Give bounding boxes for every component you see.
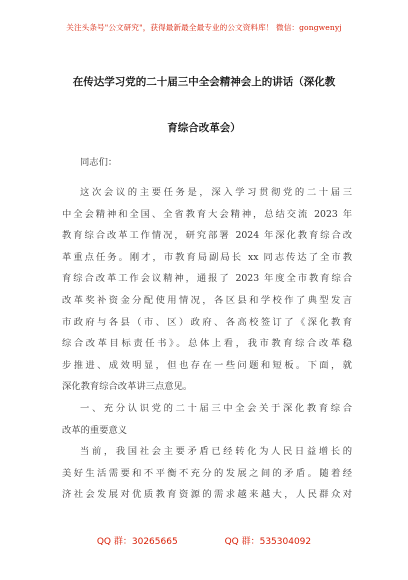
paragraph-2-line: 当前，我国社会主要矛盾已经转化为人民日益增长的: [80, 446, 352, 458]
footer-qq-group-1: QQ 群：30265665: [96, 537, 178, 547]
salutation: 同志们：: [80, 157, 118, 168]
document-title-line-2: 育综合改革会）: [167, 122, 241, 134]
paragraph-2-line: 济社会发展对优质教育资源的需求越来越大，人民群众对: [62, 489, 352, 501]
section-heading-1-line: 一、充分认识党的二十届三中全会关于深化教育综合: [80, 402, 352, 414]
paragraph-1-line: 市政府与各县（市、区）政府、各高校签订了《深化教育: [62, 316, 352, 328]
paragraph-1-line: 综合改革目标责任书》。总体上看，我市教育综合改革稳: [62, 338, 352, 350]
document-title-line-1: 在传达学习党的二十届三中全会精神会上的讲话（深化教: [72, 76, 336, 88]
paragraph-1-line: 这次会议的主要任务是，深入学习贯彻党的二十届三: [80, 187, 352, 198]
header-banner: 关注头条号"公文研究"，获得最新最全最专业的公文资料库！ 微信：gongwenyj: [66, 23, 342, 32]
paragraph-1-line: 深化教育综合改革讲三点意见。: [62, 381, 193, 393]
paragraph-1-line: 中全会精神和全国、全省教育大会精神，总结交流 2023 年: [62, 208, 352, 220]
paragraph-1-line: 育综合改革工作会议精神，通报了 2023 年度全市教育综合: [62, 273, 352, 285]
footer-qq-groups: [0, 534, 408, 547]
paragraph-1-line: 革重点任务。刚才，市教育局副局长 xx 同志传达了全市教: [62, 251, 352, 263]
paragraph-1-line: 改革奖补资金分配使用情况，各区县和学校作了典型发言: [62, 294, 352, 306]
section-heading-1-line: 改革的重要意义: [62, 424, 128, 436]
paragraph-1-line: 教育综合改革工作情况，研究部署 2024 年深化教育综合改: [62, 230, 352, 242]
footer-qq-group-2: QQ 群：535304092: [224, 537, 312, 547]
paragraph-2-line: 美好生活需要和不平衡不充分的发展之间的矛盾。随着经: [62, 467, 352, 479]
paragraph-1-line: 步推进、成效明显，但也存在一些问题和短板。下面，就: [62, 359, 352, 371]
document-body: [62, 182, 352, 506]
